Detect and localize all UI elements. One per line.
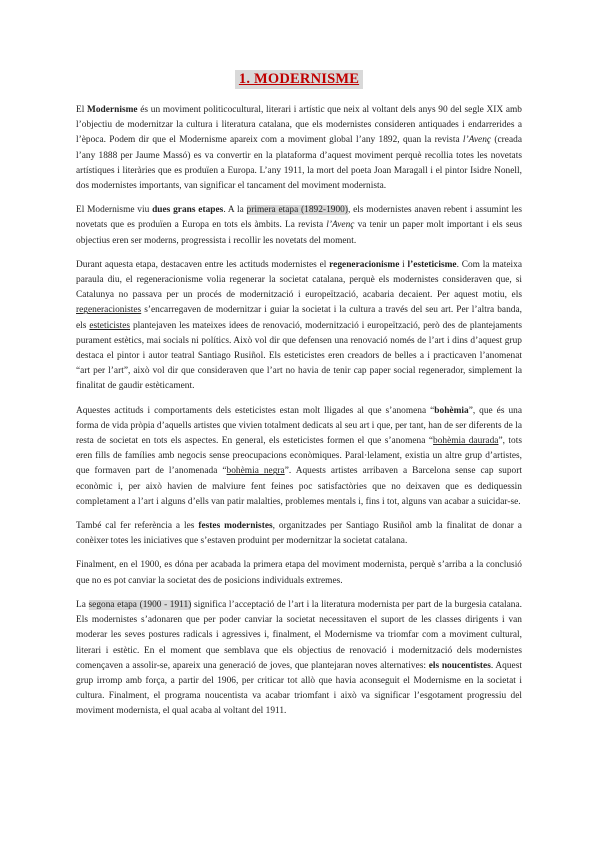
text-run: , organitzades per Santiago Rusiñol amb la finalitat de donar a conèixer totes les iniciatives que s’estaven produint per modernitzar la societat catalana. xyxy=(76,521,522,547)
paragraph-attitudes xyxy=(76,258,522,395)
page-title: 1. MODERNISME xyxy=(235,70,363,89)
text-run: El Modernisme viu xyxy=(76,205,153,216)
title-wrap xyxy=(76,70,522,89)
bold-term: festes modernistes xyxy=(198,521,273,532)
text-run: La xyxy=(76,599,89,610)
text-run: També cal fer referència a les xyxy=(76,521,199,532)
text-run: significa l’acceptació de l’art i la literatura modernista per part de la burgesia catalana. Els modernistes s’adonaren que per poder canviar la societat necessitaven el suport de les classes dirigents i van moderar les seves postures radicals i agressives i, finalment, el Modernisme va triomfar com a moviment cultural, literari i estètic. En el moment que semblava que els objectius de renovació i modernització dels modernistes començaven a assolir-se, apareix una generació de joves, que plantejaran noves alternatives: xyxy=(76,599,522,671)
text-run: ”, que és una forma de vida pròpia d’aquells artistes que vivien totalment dedicats al seu art i que, per tant, han de ser diferents de la resta de societat en tots els aspectes. En general, els esteticistes formen el que s’anomena “ xyxy=(76,405,522,447)
text-run: va tenir un paper molt important i els seus objectius eren ser moderns, progressista i recollir les novetats del moment. xyxy=(76,220,523,246)
text-run: Aquestes actituds i comportaments dels esteticistes estan molt lligades al que s’anomena “ xyxy=(76,405,435,416)
italic-term: l’Avenç xyxy=(326,220,355,231)
text-run: , els modernistes anaven rebent i assumint les novetats que es produïen a Europa en tots els àmbits. La revista xyxy=(76,205,522,231)
text-run: . Aquest grup irromp amb força, a partir del 1906, per criticar tot allò que havia aconseguit el Modernisme en la societat i cultura. Finalment, el programa noucentista va acabar triomfant i això va significar l’esgotament progressiu del moviment modernista, el qual acaba al voltant del 1911. xyxy=(76,660,522,717)
bold-term: Modernisme xyxy=(87,105,138,115)
text-run: plantejaven les mateixes idees de renovació, modernització i europeïtzació, però des de plantejaments purament estètics, mai socials ni polítics. Això vol dir que defensen una renovació només de l’art i dins d’aquest grup destaca el pintor i autor teatral Santiago Rusiñol. Els esteticistes eren creadors de belles a i practicaven l’anomenat “art per l’art”, això vol dir que consideraven que l’art no havia de tenir cap paper social regenerador, simplement la finalitat de gaudir estèticament. xyxy=(76,320,523,392)
highlighted-term: primera etapa (1892-1900) xyxy=(246,205,348,216)
bold-term: regeneracionisme xyxy=(329,259,400,270)
text-run: Finalment, en el 1900, es dóna per acabada la primera etapa del moviment modernista, perquè s’arriba a la conclusió que no es pot canviar la societat des de posicions individuals extremes. xyxy=(76,560,522,586)
paragraph-bohemia xyxy=(76,404,522,510)
text-run: i xyxy=(399,259,408,270)
underlined-term: bohèmia negra xyxy=(226,466,285,477)
bold-term: l’esteticisme xyxy=(407,259,457,270)
underlined-term: regeneracionistes xyxy=(76,305,142,316)
italic-term: l’Avenç xyxy=(462,135,492,146)
paragraph-stages xyxy=(76,203,522,249)
bold-term: bohèmia xyxy=(434,405,469,416)
highlighted-term: segona etapa (1900 - 1911) xyxy=(88,599,192,610)
underlined-term: bohèmia daurada xyxy=(433,436,499,447)
paragraph-intro xyxy=(76,103,522,194)
text-run: Durant aquesta etapa, destacaven entre les actituds modernistes el xyxy=(76,259,330,270)
underlined-term: esteticistes xyxy=(89,320,131,331)
paragraph-festes xyxy=(76,519,522,549)
text-run: . A la xyxy=(223,205,247,216)
bold-term: dues grans etapes xyxy=(152,205,224,216)
text-run: ”, tots eren fills de famílies amb negocis sense preocupacions econòmiques. Paral·lelament, existia un altre grup d’artistes, que formaven part de l’anomenada “ xyxy=(76,436,522,477)
text-run: El xyxy=(76,105,88,115)
text-run: és un moviment politicocultural, literari i artístic que neix al voltant dels anys 90 del segle XIX amb l’objectiu de modernitzar la cultura i literatura catalana, que els modernistes consideren antiquades i endarrerides a l’època. Podem dir que el Modernisme apareix com a moviment global l’any 1892, quan la revista xyxy=(76,105,522,146)
bold-term: els noucentistes xyxy=(428,660,491,671)
text-run: . Com la mateixa paraula diu, el regeneracionisme volia regenerar la societat catalana, perquè els modernistes consideraven que, si Catalunya no passava per un procés de modernització i europeïtzació, acabaria decaient. Per aquest motiu, els xyxy=(76,259,522,301)
paragraph-second-stage xyxy=(76,598,522,720)
text-run: s’encarregaven de modernitzar i guiar la societat i la cultura a través del seu art. Per l’altra banda, els xyxy=(76,305,522,331)
text-run: (creada l’any 1888 per Jaume Massó) es va convertir en la plataforma d’aquest moviment perquè recollia totes les novetats artístiques i literàries que es produïen a Europa. L’any 1911, la mort del poeta Joan Maragall i el pintor Isidre Nonell, dos modernistes importants, van significar el tancament del moviment modernista. xyxy=(76,135,522,192)
text-run: ”. Aquests artistes arribaven a Barcelona sense cap suport econòmic i, per això havien de malviure fent feines poc satisfactòries que no deixaven que es dediquessin completament a l’art i alguns d’ells van patir malalties, problemes mentals i, fins i tot, alguns van acabar a suicidar-se. xyxy=(76,466,522,507)
paragraph-end-first-stage xyxy=(76,558,522,588)
